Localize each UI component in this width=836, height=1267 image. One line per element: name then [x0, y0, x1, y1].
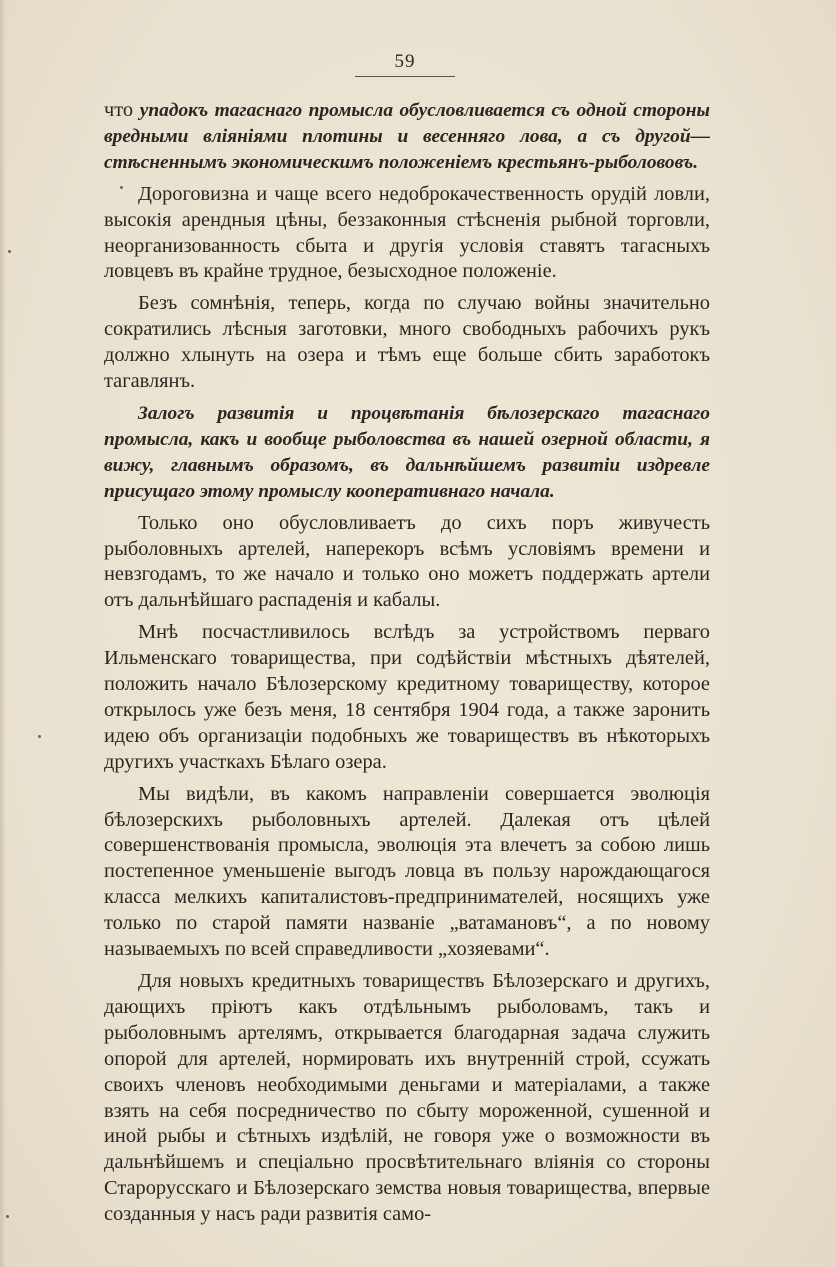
paragraph-1-lead: что [104, 99, 140, 121]
paper-speck [8, 250, 11, 253]
page-number: 59 [394, 51, 416, 72]
page-edge-shadow [0, 0, 6, 1267]
paper-speck [120, 186, 123, 189]
paragraph-1 [104, 98, 710, 176]
paragraph-8: Для новыхъ кредитныхъ товариществъ Бѣлозерскаго и другихъ, дающихъ пріютъ какъ отдѣльнымъ рыболовамъ, такъ и рыболовнымъ артелямъ, открывается благодарная задача служить опорой для артелей, нормировать ихъ внутренній строй, ссужать своихъ членовъ необходимыми деньгами и матеріалами, а также взять на себя посредничество по сбыту мороженной, сушенной и иной рыбы и сѣтныхъ издѣлій, не говоря уже о возможности въ дальнѣйшемъ и спеціально просвѣтительнаго вліянія со стороны Старорусскаго и Бѣлозерскаго земства новыя товарищества, впервые созданныя у насъ ради развитія само- [104, 970, 710, 1226]
body-text [104, 98, 710, 1228]
paragraph-1-emphasis: упадокъ тагаснаго промысла обусловливается съ одной стороны вредными вліяніями плотины и весенняго лова, а съ другой—стѣсненнымъ экономическимъ положеніемъ крестьянъ-рыболововъ. [104, 100, 710, 173]
paragraph-3: Безъ сомнѣнія, теперь, когда по случаю войны значительно сократились лѣсныя заготовки, много свободныхъ рабочихъ рукъ должно хлынуть на озера и тѣмъ еще больше сбить заработокъ тагавлянъ. [104, 292, 710, 393]
paragraph-4-emphasis: Залогъ развитія и процвѣтанія бѣлозерскаго тагаснаго промысла, какъ и вообще рыболовства въ нашей озерной области, я вижу, главнымъ образомъ, въ дальнѣйшемъ развитіи издревле присущаго этому промыслу кооперативнаго начала. [104, 402, 710, 502]
page-header [355, 50, 455, 77]
paper-speck [6, 1215, 9, 1218]
paragraph-6: Мнѣ посчастливилось вслѣдъ за устройствомъ перваго Ильменскаго товарищества, при содѣйствіи мѣстныхъ дѣятелей, положить начало Бѣлозерскому кредитному товариществу, которое открылось уже безъ меня, 18 сентября 1904 года, а также заронить идею объ организаціи подобныхъ же товариществъ въ нѣкоторыхъ другихъ участкахъ Бѣлаго озера. [104, 621, 710, 773]
paper-speck [38, 735, 41, 738]
paragraph-5: Только оно обусловливаетъ до сихъ поръ живучесть рыболовныхъ артелей, наперекоръ всѣмъ условіямъ времени и невзгодамъ, то же начало и только оно можетъ поддержать артели отъ дальнѣйшаго распаденія и кабалы. [104, 511, 710, 612]
paragraph-7: Мы видѣли, въ какомъ направленіи совершается эволюція бѣлозерскихъ рыболовныхъ артелей. Далекая отъ цѣлей совершенствованія промысла, эволюція эта влечетъ за собою лишь постепенное уменьшеніе выгодъ ловца въ пользу нарождающагося класса мелкихъ капиталистовъ-предпринимателей, носящихъ уже только по старой памяти названіе „ватамановъ“, а по новому называемыхъ по всей справедливости „хозяевами“. [104, 782, 710, 961]
header-rule [355, 76, 455, 77]
paragraph-2: Дороговизна и чаще всего недоброкачественность орудій ловли, высокія арендныя цѣны, беззаконныя стѣсненія рыбной торговли, неорганизованность сбыта и другія условія ставятъ тагасныхъ ловцевъ въ крайне трудное, безысходное положеніе. [104, 182, 710, 283]
